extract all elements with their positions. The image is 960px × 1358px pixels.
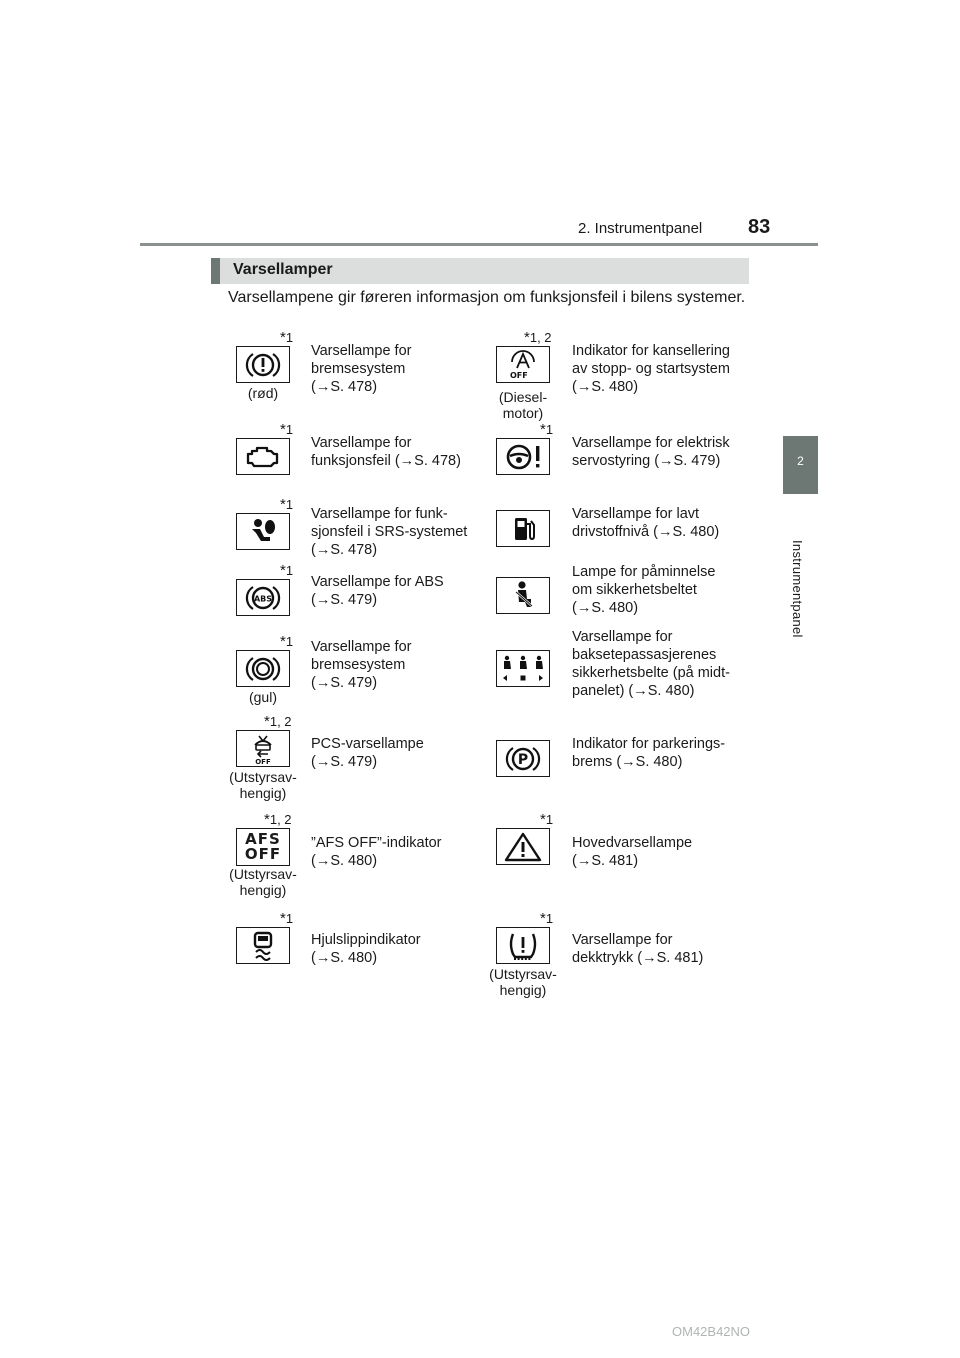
- section-heading-bar: [211, 258, 749, 284]
- warning-light-description: [311, 505, 479, 559]
- description-line: (→S. 480): [311, 853, 378, 869]
- icon-caption-line: (Utstyrsav-: [489, 966, 557, 982]
- header-divider: [140, 243, 818, 246]
- warning-light-description: [572, 834, 740, 870]
- description-line: (→S. 479): [311, 675, 378, 691]
- description-line: Hjulslippindikator: [311, 932, 421, 948]
- master-warning-icon: [496, 828, 550, 865]
- footnote-mark: *1: [540, 910, 554, 927]
- description-line: Varsellampe for: [311, 435, 412, 451]
- warning-light-description: [311, 573, 479, 609]
- footnote-mark: *1: [280, 496, 294, 513]
- stop-start-off-icon: [496, 346, 550, 383]
- description-line: panelet) (→S. 480): [572, 683, 695, 699]
- footnote-mark: *1: [280, 329, 294, 346]
- description-line: Lampe for påminnelse: [572, 564, 716, 580]
- seatbelt-reminder-icon: [496, 577, 550, 614]
- icon-label: AFS: [245, 830, 281, 848]
- footnote-mark: *1, 2: [264, 713, 292, 730]
- footnote-mark: *1: [280, 421, 294, 438]
- description-line: Varsellampe for funk-: [311, 506, 448, 522]
- icon-label: OFF: [244, 845, 282, 863]
- warning-light-description: [572, 628, 740, 700]
- icon-caption-line: hengig): [239, 882, 287, 898]
- footnote-mark: *1, 2: [524, 329, 552, 346]
- srs-airbag-icon: [236, 513, 290, 550]
- pcs-off-icon: [236, 730, 290, 767]
- section-title: Varsellamper: [233, 261, 333, 278]
- svg-text:P: P: [517, 751, 529, 768]
- low-fuel-icon: [496, 510, 550, 547]
- description-line: bremsesystem: [311, 361, 406, 377]
- description-line: brems (→S. 480): [572, 754, 683, 770]
- description-line: (→S. 480): [311, 950, 378, 966]
- warning-light-description: [572, 505, 740, 541]
- icon-caption-line: (Diesel-: [498, 389, 548, 405]
- description-line: Hovedvarsellampe: [572, 835, 693, 851]
- svg-text:OFF: OFF: [255, 757, 271, 765]
- icon-caption: (gul): [248, 689, 277, 705]
- tire-pressure-icon: [496, 927, 550, 964]
- icon-caption: [228, 769, 298, 801]
- chapter-tab-label: Instrumentpanel: [790, 540, 805, 638]
- description-line: Indikator for kansellering: [572, 343, 730, 359]
- warning-light-description: [311, 342, 479, 396]
- description-line: (→S. 479): [311, 592, 378, 608]
- warning-light-description: [311, 834, 479, 870]
- description-line: av stopp- og startsystem: [572, 361, 730, 377]
- footnote-mark: *1: [540, 421, 554, 438]
- description-line: Varsellampe for elektrisk: [572, 435, 730, 451]
- warning-light-description: [311, 638, 479, 692]
- description-line: Varsellampe for: [572, 932, 673, 948]
- description-line: drivstoffnivå (→S. 480): [572, 524, 720, 540]
- description-line: Varsellampe for ABS: [311, 574, 444, 590]
- section-intro: Varsellampene gir føreren informasjon om funksjonsfeil i bilens systemer.: [228, 289, 746, 306]
- warning-light-description: [311, 434, 479, 470]
- page-number: 83: [748, 216, 771, 238]
- rear-seatbelt-icon: [496, 650, 550, 687]
- check-engine-icon: [236, 438, 290, 475]
- parking-brake-icon: [496, 740, 550, 777]
- description-line: ”AFS OFF”-indikator: [311, 835, 442, 851]
- warning-light-description: [311, 735, 479, 771]
- description-line: Varsellampe for: [311, 343, 412, 359]
- icon-caption-line: motor): [502, 405, 544, 421]
- abs-icon: [236, 579, 290, 616]
- slip-indicator-icon: [236, 927, 290, 964]
- description-line: (→S. 478): [311, 542, 378, 558]
- icon-caption-line: hengig): [499, 982, 547, 998]
- footnote-mark: *1: [280, 562, 294, 579]
- description-line: bremsesystem: [311, 657, 406, 673]
- chapter-tab: 2: [783, 436, 818, 494]
- icon-caption: [488, 966, 558, 998]
- description-line: dekktrykk (→S. 481): [572, 950, 704, 966]
- afs-off-icon: [236, 828, 290, 866]
- icon-caption: (rød): [247, 385, 279, 401]
- description-line: (→S. 479): [311, 754, 378, 770]
- footnote-mark: *1: [280, 910, 294, 927]
- footnote-mark: *1, 2: [264, 811, 292, 828]
- icon-caption: [488, 389, 558, 421]
- description-line: (→S. 478): [311, 379, 378, 395]
- description-line: Varsellampe for lavt: [572, 506, 700, 522]
- description-line: Varsellampe for: [311, 639, 412, 655]
- icon-label: OFF: [510, 371, 528, 380]
- warning-light-description: [572, 735, 740, 771]
- footnote-mark: *1: [540, 811, 554, 828]
- description-line: Varsellampe for: [572, 629, 673, 645]
- description-line: (→S. 480): [572, 600, 639, 616]
- description-line: Indikator for parkerings-: [572, 736, 726, 752]
- icon-caption-line: (Utstyrsav-: [229, 866, 297, 882]
- description-line: sjonsfeil i SRS-systemet: [311, 524, 468, 540]
- footer-code: OM42B42NO: [672, 1324, 751, 1339]
- description-line: om sikkerhetsbeltet: [572, 582, 697, 598]
- footnote-mark: *1: [280, 633, 294, 650]
- description-line: baksetepassasjerenes: [572, 647, 717, 663]
- description-line: PCS-varsellampe: [311, 736, 424, 752]
- warning-light-description: [572, 434, 740, 470]
- warning-light-description: [572, 342, 740, 396]
- brake-system-yellow-icon: [236, 650, 290, 687]
- icon-caption-line: hengig): [239, 785, 287, 801]
- description-line: servostyring (→S. 479): [572, 453, 721, 469]
- power-steering-icon: [496, 438, 550, 475]
- chapter-title: 2. Instrumentpanel: [578, 220, 703, 237]
- brake-warning-icon: [236, 346, 290, 383]
- icon-caption: [228, 866, 298, 898]
- description-line: funksjonsfeil (→S. 478): [311, 453, 461, 469]
- description-line: (→S. 481): [572, 853, 639, 869]
- warning-light-description: [572, 931, 740, 967]
- icon-caption-line: (Utstyrsav-: [229, 769, 297, 785]
- warning-light-description: [572, 563, 740, 617]
- svg-text:ABS: ABS: [253, 594, 273, 603]
- description-line: sikkerhetsbelte (på midt-: [572, 665, 730, 681]
- description-line: (→S. 480): [572, 379, 639, 395]
- warning-light-description: [311, 931, 479, 967]
